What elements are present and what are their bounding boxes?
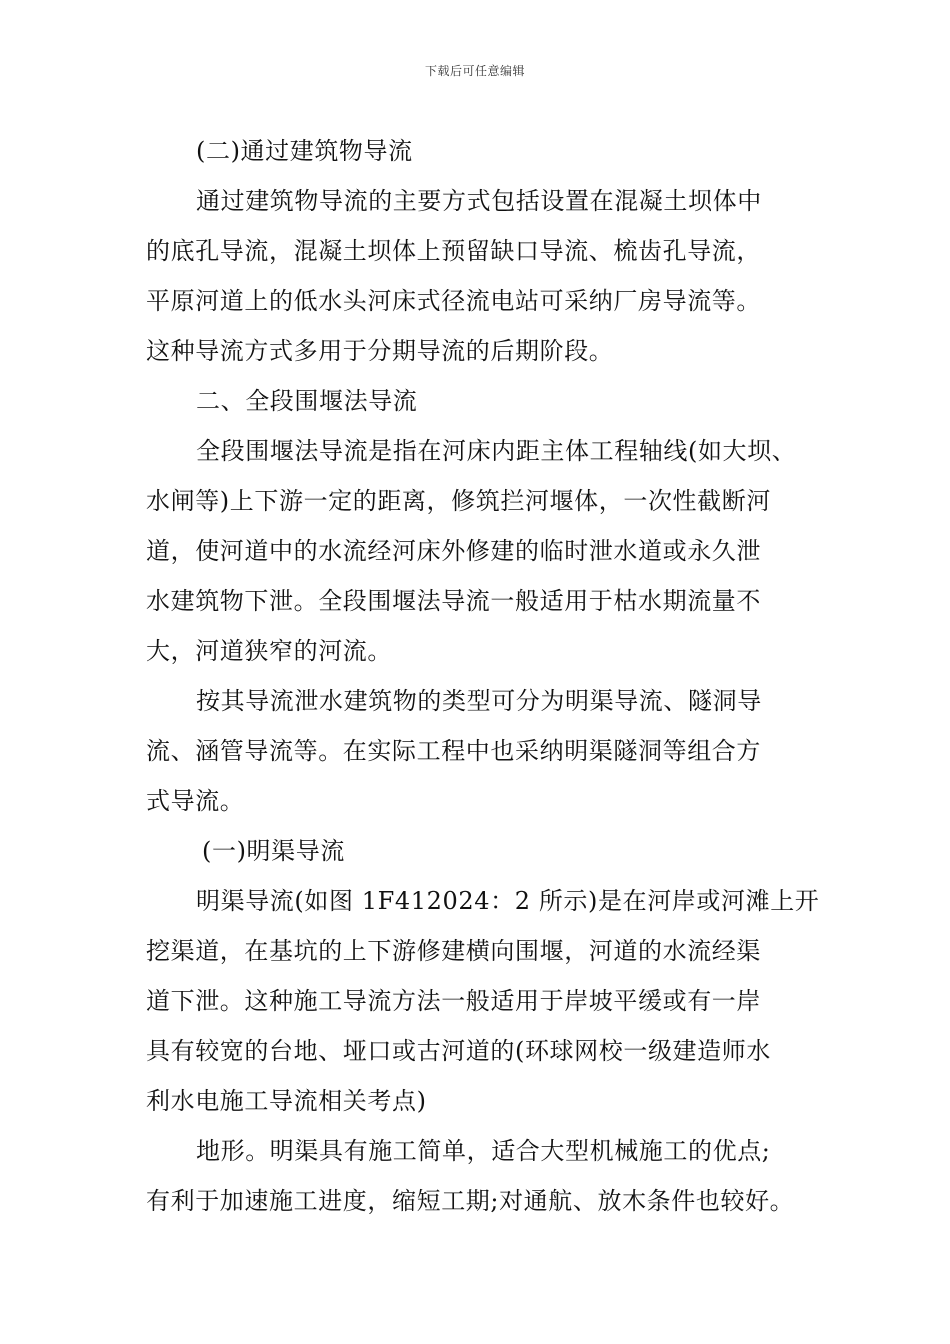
text-line: 按其导流泄水建筑物的类型可分为明渠导流、隧洞导 <box>196 687 762 715</box>
text-line: 挖渠道，在基坑的上下游修建横向围堰，河道的水流经渠 <box>146 937 761 965</box>
text-line: 道下泄。这种施工导流方法一般适用于岸坡平缓或有一岸 <box>146 987 761 1015</box>
text-line: 有利于加速施工进度，缩短工期;对通航、放木条件也较好。 <box>146 1187 795 1215</box>
text-line: 利水电施工导流相关考点) <box>146 1087 427 1115</box>
text-line: 的底孔导流，混凝土坝体上预留缺口导流、梳齿孔导流， <box>146 237 761 265</box>
text-line: 水闸等)上下游一定的距离，修筑拦河堰体，一次性截断河 <box>146 487 771 515</box>
text-line: 大，河道狭窄的河流。 <box>146 637 392 665</box>
text-line: 二、全段围堰法导流 <box>196 387 418 415</box>
text-line: 这种导流方式多用于分期导流的后期阶段。 <box>146 337 614 365</box>
text-line: 流、涵管导流等。在实际工程中也采纳明渠隧洞等组合方 <box>146 737 761 765</box>
text-line: 道，使河道中的水流经河床外修建的临时泄水道或永久泄 <box>146 537 761 565</box>
text-line: (二)通过建筑物导流 <box>196 137 413 165</box>
document-body <box>146 126 820 1226</box>
text-line: 具有较宽的台地、垭口或古河道的(环球网校一级建造师水 <box>146 1037 771 1065</box>
text-line: 地形。明渠具有施工简单，适合大型机械施工的优点; <box>196 1137 771 1165</box>
text-line: 式导流。 <box>146 787 245 815</box>
text-line: 明渠导流(如图 1F412024：2 所示)是在河岸或河滩上开 <box>196 887 820 915</box>
page-header: 下载后可任意编辑 <box>424 64 525 78</box>
text-line: (一)明渠导流 <box>202 837 345 865</box>
text-line: 水建筑物下泄。全段围堰法导流一般适用于枯水期流量不 <box>146 587 761 615</box>
text-line: 全段围堰法导流是指在河床内距主体工程轴线(如大坝、 <box>196 437 797 465</box>
text-line: 通过建筑物导流的主要方式包括设置在混凝土坝体中 <box>196 187 762 215</box>
text-line: 平原河道上的低水头河床式径流电站可采纳厂房导流等。 <box>146 287 761 315</box>
